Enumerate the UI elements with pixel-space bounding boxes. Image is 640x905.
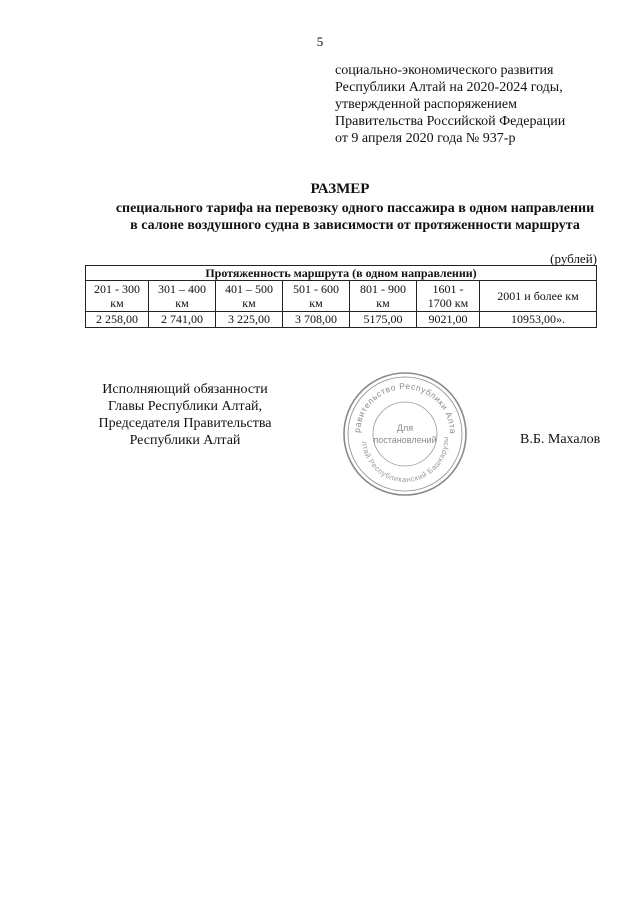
stamp-center-ring — [373, 402, 437, 466]
table-range-row — [86, 281, 597, 312]
range-cell — [216, 281, 283, 312]
header-line: от 9 апреля 2020 года № 937-р — [335, 131, 516, 146]
range-cell — [480, 281, 597, 312]
subtitle-line: в салоне воздушного судна в зависимости от протяженности маршрута — [130, 218, 580, 233]
stamp-outer-text-bottom: лтай Республиканский Башкарузы — [360, 436, 451, 485]
range-line2: 1700 км — [427, 296, 469, 310]
header-block — [335, 62, 565, 147]
range-line1: 501 - 600 — [293, 282, 339, 296]
tariff-value: 3 225,00 — [216, 312, 283, 328]
range-line1: 801 - 900 — [360, 282, 406, 296]
document-subtitle — [85, 200, 625, 234]
tariff-value: 2 258,00 — [86, 312, 149, 328]
signer-title — [90, 381, 280, 449]
range-line1: 2001 и более км — [497, 289, 579, 303]
document-title: РАЗМЕР — [310, 181, 370, 197]
range-cell — [350, 281, 417, 312]
range-line2: км — [309, 296, 323, 310]
stamp-center-line1: Для — [396, 423, 414, 433]
tariff-value: 10953,00». — [480, 312, 597, 328]
signer-name: В.Б. Махалов — [520, 432, 601, 447]
tariff-value: 2 741,00 — [149, 312, 216, 328]
range-line2: км — [110, 296, 124, 310]
range-line1: 301 – 400 — [158, 282, 206, 296]
range-cell — [417, 281, 480, 312]
range-line1: 1601 - — [432, 282, 464, 296]
stamp-outer-text: равительство Республики Алта — [351, 380, 459, 435]
header-line: социально-экономического развития — [335, 63, 554, 78]
unit-note: (рублей) — [550, 251, 597, 266]
signer-line: Республики Алтай — [129, 433, 241, 448]
page-number: 5 — [316, 34, 324, 49]
official-stamp — [340, 369, 470, 499]
range-line1: 401 – 500 — [225, 282, 273, 296]
tariff-value: 9021,00 — [417, 312, 480, 328]
range-line2: км — [376, 296, 390, 310]
range-line1: 201 - 300 — [94, 282, 140, 296]
range-cell — [86, 281, 149, 312]
stamp-svg — [340, 369, 470, 499]
table-header: Протяженность маршрута (в одном направлении) — [86, 266, 597, 281]
stamp-center-line2: постановлений — [373, 435, 437, 445]
header-line: Правительства Российской Федерации — [335, 114, 566, 129]
subtitle-line: специального тарифа на перевозку одного пассажира в одном направлении — [115, 201, 595, 216]
range-cell — [149, 281, 216, 312]
tariff-table — [85, 265, 597, 328]
signer-line: Исполняющий обязанности — [102, 382, 268, 397]
table-row — [86, 312, 597, 328]
range-line2: км — [242, 296, 256, 310]
stamp-inner-ring — [348, 377, 462, 491]
header-line: Республики Алтай на 2020-2024 годы, — [335, 80, 563, 95]
signer-line: Председателя Правительства — [98, 416, 272, 431]
header-line: утвержденной распоряжением — [335, 97, 517, 112]
table-header-row — [86, 266, 597, 281]
range-cell — [283, 281, 350, 312]
tariff-value: 3 708,00 — [283, 312, 350, 328]
tariff-value: 5175,00 — [350, 312, 417, 328]
signer-line: Главы Республики Алтай, — [107, 399, 263, 414]
range-line2: км — [175, 296, 189, 310]
